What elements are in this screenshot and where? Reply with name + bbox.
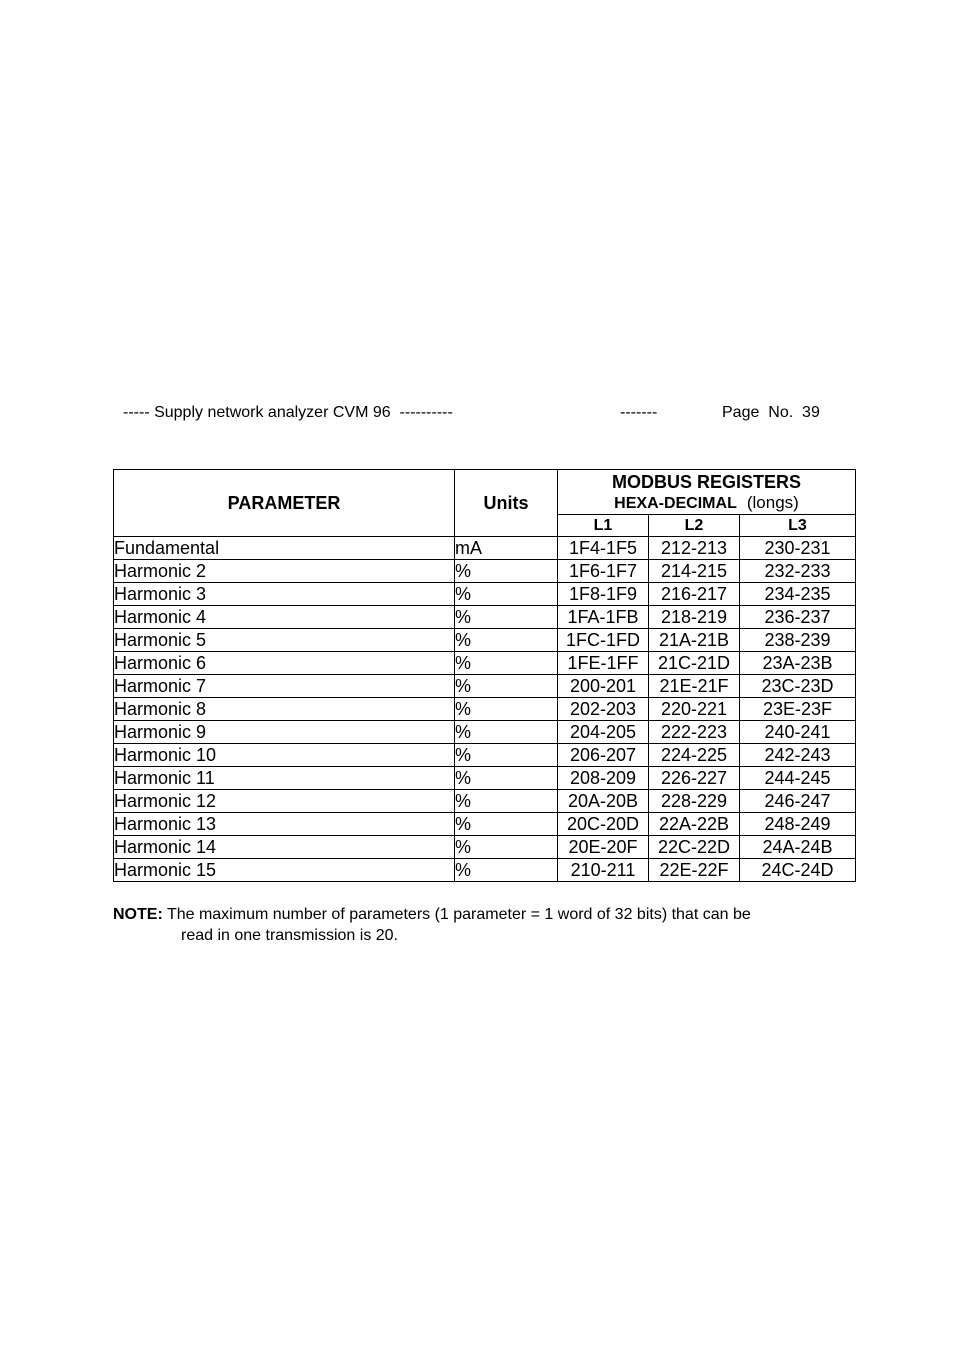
l2-register-cell: 228-229 xyxy=(649,790,740,813)
parameter-column-header: PARAMETER xyxy=(114,470,455,537)
l3-register-cell: 240-241 xyxy=(740,721,856,744)
l1-register-cell: 202-203 xyxy=(558,698,649,721)
table-row xyxy=(114,836,856,859)
l2-register-cell: 21C-21D xyxy=(649,652,740,675)
page-number: Page No. 39 xyxy=(722,404,820,421)
units-cell: % xyxy=(455,606,558,629)
table-row xyxy=(114,583,856,606)
parameter-cell: Harmonic 3 xyxy=(114,583,455,606)
l1-register-cell: 20E-20F xyxy=(558,836,649,859)
l2-register-cell: 21E-21F xyxy=(649,675,740,698)
l3-column-header: L3 xyxy=(740,515,856,537)
l2-register-cell: 22C-22D xyxy=(649,836,740,859)
l2-register-cell: 21A-21B xyxy=(649,629,740,652)
parameter-cell: Harmonic 2 xyxy=(114,560,455,583)
l2-register-cell: 220-221 xyxy=(649,698,740,721)
l2-register-cell: 226-227 xyxy=(649,767,740,790)
modbus-register-table xyxy=(113,469,856,882)
l1-register-cell: 204-205 xyxy=(558,721,649,744)
l2-register-cell: 22A-22B xyxy=(649,813,740,836)
modbus-registers-title: MODBUS REGISTERS xyxy=(611,471,802,492)
parameter-cell: Harmonic 15 xyxy=(114,859,455,882)
units-cell: % xyxy=(455,767,558,790)
l1-register-cell: 1F4-1F5 xyxy=(558,537,649,560)
table-row xyxy=(114,560,856,583)
l3-register-cell: 23E-23F xyxy=(740,698,856,721)
l1-register-cell: 200-201 xyxy=(558,675,649,698)
longs-label: (longs) xyxy=(746,492,799,512)
parameter-cell: Harmonic 14 xyxy=(114,836,455,859)
units-cell: % xyxy=(455,790,558,813)
units-cell: % xyxy=(455,836,558,859)
table-row xyxy=(114,859,856,882)
note-label: NOTE: xyxy=(113,906,163,923)
l3-register-cell: 24A-24B xyxy=(740,836,856,859)
l1-register-cell: 1FA-1FB xyxy=(558,606,649,629)
units-cell: % xyxy=(455,698,558,721)
register-rows xyxy=(114,537,856,882)
units-column-header: Units xyxy=(455,470,558,537)
l3-register-cell: 23A-23B xyxy=(740,652,856,675)
l1-register-cell: 206-207 xyxy=(558,744,649,767)
table-row xyxy=(114,652,856,675)
l2-register-cell: 216-217 xyxy=(649,583,740,606)
table-row xyxy=(114,767,856,790)
table-row xyxy=(114,790,856,813)
l2-register-cell: 22E-22F xyxy=(649,859,740,882)
page-header-title: ----- Supply network analyzer CVM 96 ---------- xyxy=(123,404,453,421)
l3-register-cell: 236-237 xyxy=(740,606,856,629)
note-text-line1: The maximum number of parameters (1 parameter = 1 word of 32 bits) that can be xyxy=(166,906,751,923)
l2-register-cell: 224-225 xyxy=(649,744,740,767)
note-text-line2: read in one transmission is 20. xyxy=(181,927,398,944)
l3-register-cell: 248-249 xyxy=(740,813,856,836)
l1-register-cell: 1FC-1FD xyxy=(558,629,649,652)
hexa-decimal-line xyxy=(558,493,855,514)
parameter-cell: Harmonic 8 xyxy=(114,698,455,721)
table-row xyxy=(114,675,856,698)
l2-register-cell: 222-223 xyxy=(649,721,740,744)
l1-register-cell: 210-211 xyxy=(558,859,649,882)
l1-register-cell: 1F6-1F7 xyxy=(558,560,649,583)
parameter-cell: Harmonic 4 xyxy=(114,606,455,629)
l3-register-cell: 244-245 xyxy=(740,767,856,790)
l2-register-cell: 212-213 xyxy=(649,537,740,560)
l1-register-cell: 20C-20D xyxy=(558,813,649,836)
units-cell: % xyxy=(455,583,558,606)
units-cell: % xyxy=(455,744,558,767)
table-row xyxy=(114,721,856,744)
units-cell: mA xyxy=(455,537,558,560)
parameter-cell: Harmonic 10 xyxy=(114,744,455,767)
l3-register-cell: 23C-23D xyxy=(740,675,856,698)
l3-register-cell: 238-239 xyxy=(740,629,856,652)
l2-register-cell: 214-215 xyxy=(649,560,740,583)
l2-register-cell: 218-219 xyxy=(649,606,740,629)
l2-column-header: L2 xyxy=(649,515,740,537)
parameter-cell: Harmonic 9 xyxy=(114,721,455,744)
units-cell: % xyxy=(455,652,558,675)
units-cell: % xyxy=(455,629,558,652)
parameter-cell: Harmonic 5 xyxy=(114,629,455,652)
modbus-registers-header xyxy=(558,470,856,515)
table-row xyxy=(114,606,856,629)
units-cell: % xyxy=(455,560,558,583)
table-row xyxy=(114,629,856,652)
l1-register-cell: 1F8-1F9 xyxy=(558,583,649,606)
parameter-cell: Fundamental xyxy=(114,537,455,560)
l3-register-cell: 24C-24D xyxy=(740,859,856,882)
l3-register-cell: 246-247 xyxy=(740,790,856,813)
l1-register-cell: 1FE-1FF xyxy=(558,652,649,675)
units-cell: % xyxy=(455,675,558,698)
units-cell: % xyxy=(455,813,558,836)
hexa-decimal-label: HEXA-DECIMAL xyxy=(614,494,737,512)
l3-register-cell: 234-235 xyxy=(740,583,856,606)
parameter-cell: Harmonic 13 xyxy=(114,813,455,836)
units-cell: % xyxy=(455,721,558,744)
table-row xyxy=(114,698,856,721)
parameter-cell: Harmonic 7 xyxy=(114,675,455,698)
note-paragraph xyxy=(113,904,843,946)
l3-register-cell: 242-243 xyxy=(740,744,856,767)
l3-register-cell: 232-233 xyxy=(740,560,856,583)
table-row xyxy=(114,813,856,836)
units-cell: % xyxy=(455,859,558,882)
table-row xyxy=(114,537,856,560)
l1-column-header: L1 xyxy=(558,515,649,537)
parameter-cell: Harmonic 11 xyxy=(114,767,455,790)
l1-register-cell: 20A-20B xyxy=(558,790,649,813)
page-header-separator: ------- xyxy=(620,404,658,421)
l1-register-cell: 208-209 xyxy=(558,767,649,790)
parameter-cell: Harmonic 12 xyxy=(114,790,455,813)
parameter-cell: Harmonic 6 xyxy=(114,652,455,675)
table-row xyxy=(114,744,856,767)
l3-register-cell: 230-231 xyxy=(740,537,856,560)
